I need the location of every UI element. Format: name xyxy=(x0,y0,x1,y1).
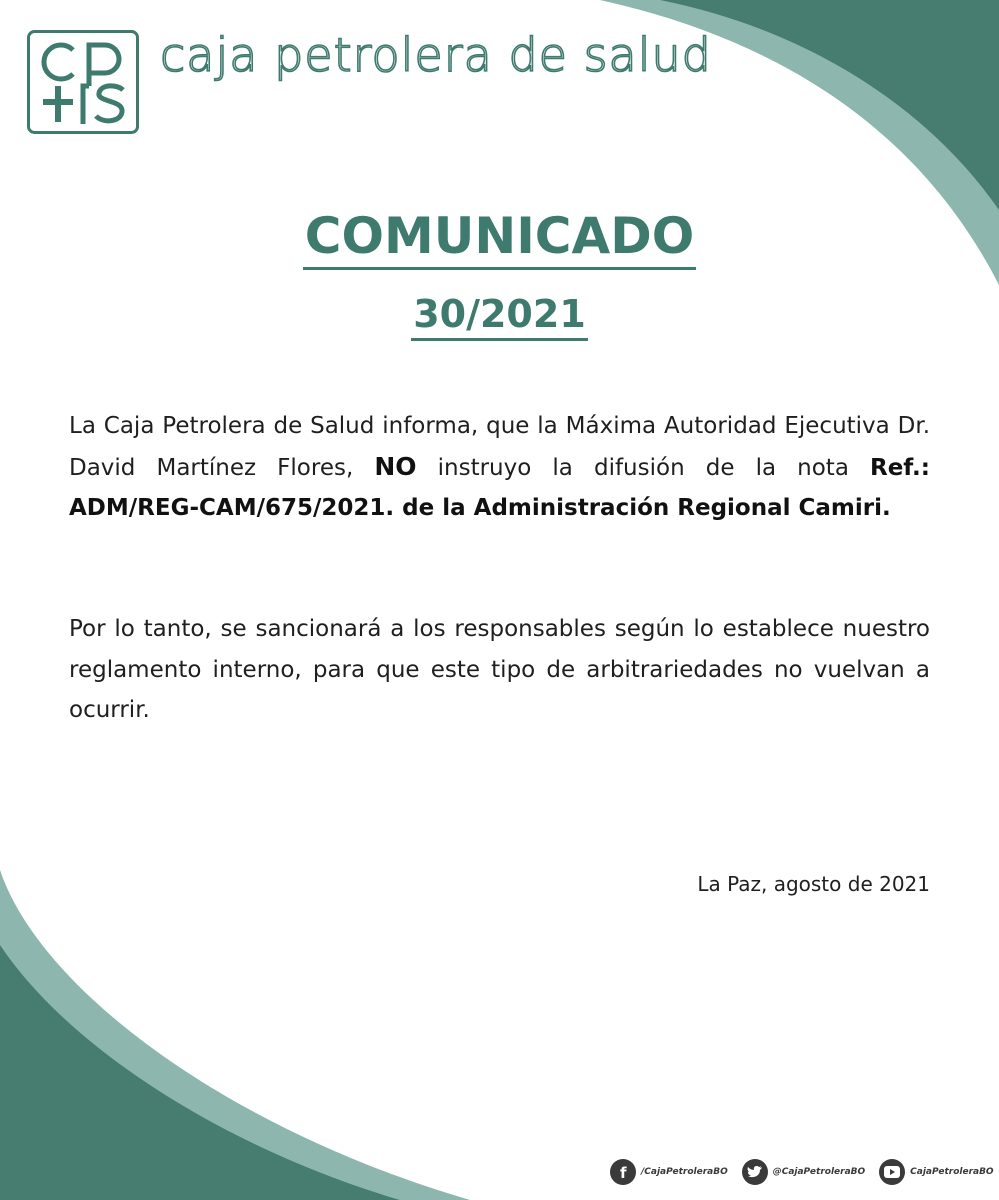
social-links xyxy=(610,1157,999,1187)
facebook-label: /CajaPetroleraBO xyxy=(641,1167,728,1177)
paragraph-1-emphasis: NO xyxy=(374,451,417,481)
paragraph-1 xyxy=(69,406,930,529)
document-number-text: 30/2021 xyxy=(411,290,588,341)
paragraph-2: Por lo tanto, se sancionará a los responsables según lo establece nuestro reglamento interno, para que este tipo de arbitrariedades no vuelvan a ocurrir. xyxy=(69,616,930,723)
document-title-text: COMUNICADO xyxy=(303,205,696,270)
facebook-icon xyxy=(610,1159,636,1185)
document-title xyxy=(0,205,999,270)
paragraph-1-reference: Ref.: ADM/REG-CAM/675/2021. de la Administración Regional Camiri. xyxy=(69,454,930,521)
logo-icon xyxy=(27,30,139,134)
youtube-link[interactable] xyxy=(879,1159,993,1185)
twitter-link[interactable] xyxy=(742,1159,865,1185)
twitter-icon xyxy=(742,1159,768,1185)
document-number xyxy=(0,290,999,341)
twitter-label: @CajaPetroleraBO xyxy=(772,1167,866,1177)
org-name: caja petrolera de salud xyxy=(160,28,712,82)
document-date: La Paz, agosto de 2021 xyxy=(697,872,930,896)
paragraph-1-intro: La Caja Petrolera de Salud informa, que la Máxima Autoridad Ejecutiva Dr. David Martínez Flores, xyxy=(69,413,930,481)
svg-text:f: f xyxy=(620,1164,627,1180)
paragraph-1-middle: instruyo la difusión de la nota xyxy=(416,454,870,481)
youtube-icon xyxy=(879,1159,905,1185)
facebook-link[interactable] xyxy=(610,1159,728,1185)
youtube-label: CajaPetroleraBO xyxy=(910,1167,994,1177)
